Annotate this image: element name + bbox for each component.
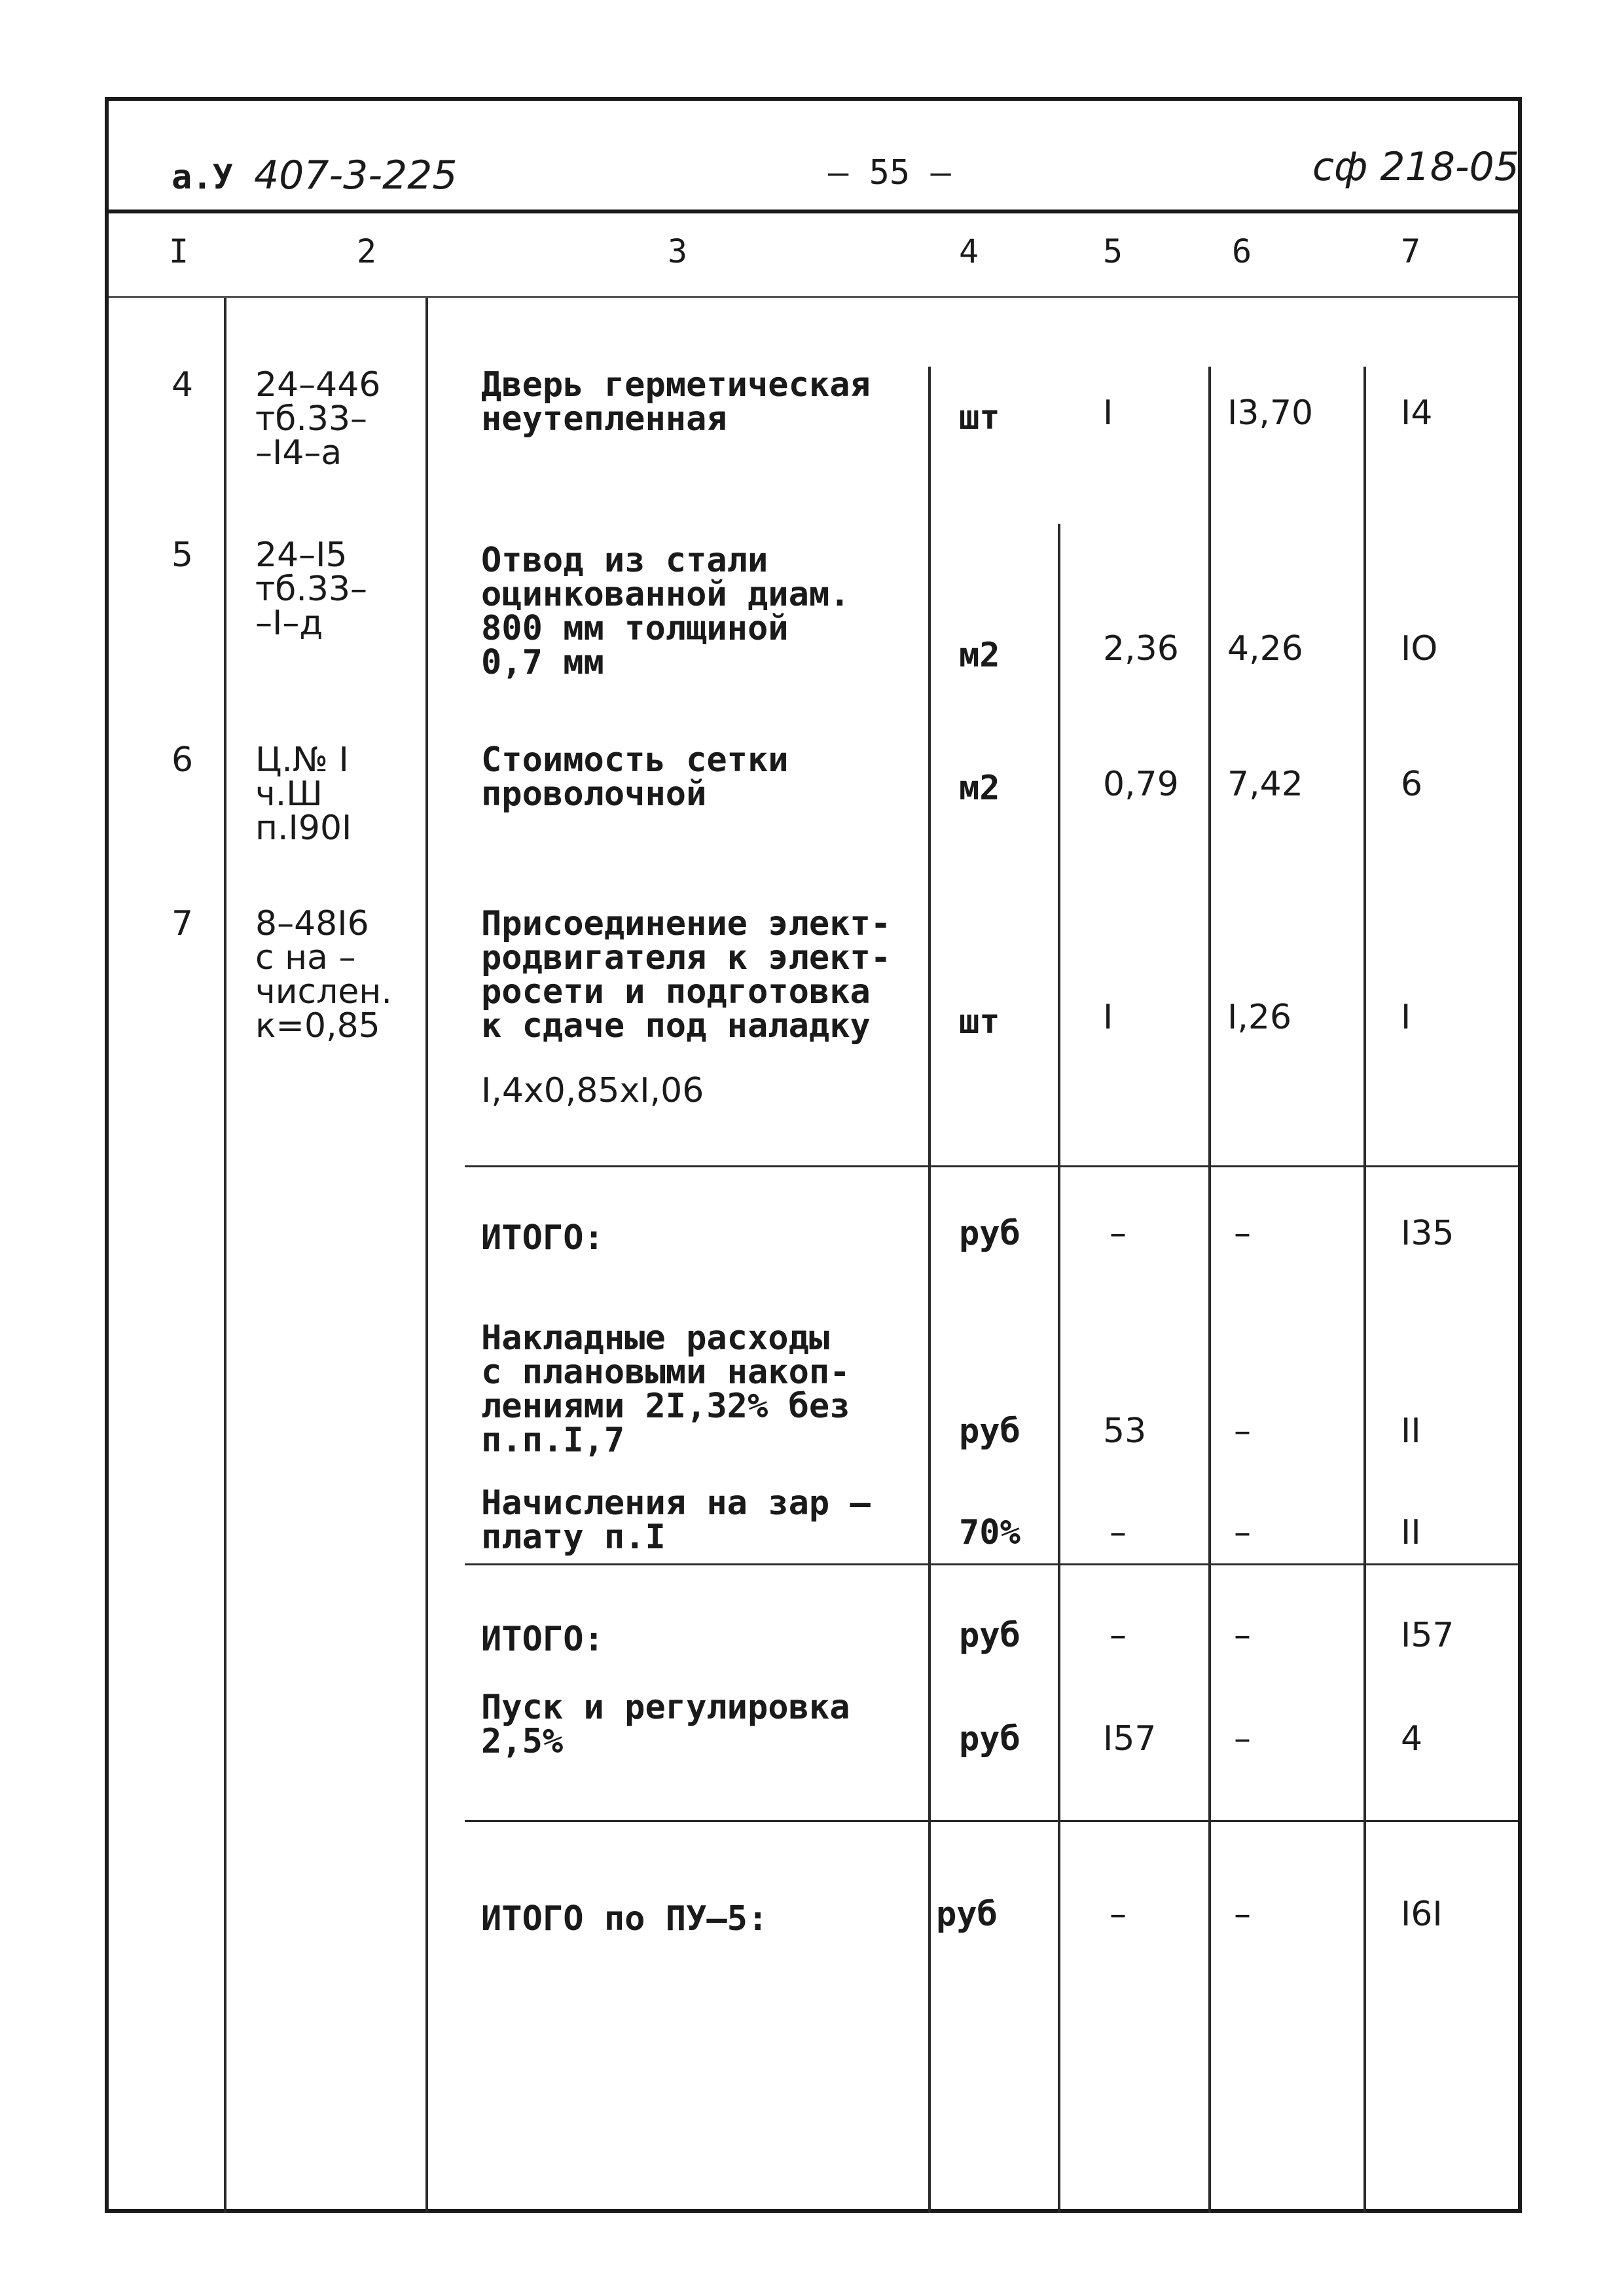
summary-quantity: –: [1110, 1513, 1127, 1552]
page-number: – 55 –: [828, 153, 951, 192]
row-price: I3,70: [1227, 393, 1314, 433]
row-description-formula: I,4x0,85xI,06: [481, 1071, 704, 1110]
column-number-6: 6: [1232, 232, 1252, 270]
summary-price: –: [1234, 1412, 1251, 1451]
row-unit: м2: [959, 636, 1000, 675]
summary-unit: 70%: [959, 1513, 1020, 1552]
summary-price: –: [1234, 1616, 1251, 1655]
summary-quantity: –: [1110, 1616, 1127, 1655]
col-divider-5: [1208, 367, 1211, 2213]
row-total: IO: [1401, 629, 1438, 668]
row-unit: м2: [959, 769, 1000, 808]
summary-unit: руб: [959, 1616, 1020, 1655]
row-description: Дверь герметическая неутепленная: [481, 365, 871, 439]
summary-label: ИТОГО по ПУ–5:: [481, 1899, 768, 1939]
col-divider-6: [1363, 367, 1366, 2213]
row-quantity: 2,36: [1103, 629, 1179, 668]
summary-unit: руб: [959, 1214, 1020, 1253]
sheet-code: сф 218-05: [1312, 144, 1519, 190]
row-total: I: [1401, 998, 1411, 1037]
summary-quantity: –: [1110, 1895, 1127, 1934]
summary-unit: руб: [959, 1412, 1020, 1451]
header-rule: [109, 210, 1518, 213]
row-unit: шт: [959, 398, 1000, 437]
section-rule-1: [465, 1165, 1518, 1167]
column-number-7: 7: [1401, 232, 1421, 270]
row-number: 4: [171, 365, 194, 405]
row-price: I,26: [1227, 998, 1292, 1037]
summary-label: Пуск и регулировка 2,5%: [481, 1688, 850, 1761]
row-number: 6: [171, 740, 194, 780]
column-number-3: 3: [668, 232, 688, 270]
summary-label: ИТОГО:: [481, 1218, 604, 1258]
row-reference: 24–I5 тб.33– –I–д: [255, 536, 368, 643]
summary-label: Начисления на зар – плату п.I: [481, 1484, 871, 1557]
summary-quantity: I57: [1103, 1719, 1157, 1758]
summary-quantity: 53: [1103, 1412, 1147, 1451]
row-unit: шт: [959, 1002, 1000, 1042]
summary-price: –: [1234, 1895, 1251, 1934]
row-quantity: I: [1103, 393, 1113, 433]
summary-total: II: [1401, 1412, 1421, 1451]
row-price: 7,42: [1227, 765, 1303, 804]
summary-unit: руб: [936, 1895, 998, 1934]
row-price: 4,26: [1227, 629, 1303, 668]
column-number-2: 2: [357, 232, 377, 270]
row-reference: 8–48I6 с на – числен. к=0,85: [255, 904, 392, 1046]
section-rule-3: [465, 1820, 1518, 1822]
column-number-rule: [109, 296, 1518, 298]
header-code-handwritten: 407-3-225: [254, 153, 458, 198]
column-number-1: I: [169, 232, 189, 270]
row-number: 7: [171, 904, 194, 943]
summary-price: –: [1234, 1513, 1251, 1552]
summary-total: II: [1401, 1513, 1421, 1552]
col-divider-2: [425, 298, 428, 2213]
row-quantity: 0,79: [1103, 765, 1179, 804]
summary-unit: руб: [959, 1719, 1020, 1758]
row-description: Стоимость сетки проволочной: [481, 740, 789, 814]
header-code-prefix: а.У: [171, 158, 233, 197]
row-reference: 24–446 тб.33– –I4–а: [255, 365, 381, 473]
col-divider-4: [1058, 524, 1060, 2213]
row-quantity: I: [1103, 998, 1113, 1037]
summary-total: I35: [1401, 1214, 1454, 1253]
row-total: 6: [1401, 765, 1423, 804]
summary-price: –: [1234, 1719, 1251, 1758]
col-divider-1: [224, 298, 226, 2213]
summary-quantity: –: [1110, 1214, 1127, 1253]
row-number: 5: [171, 536, 194, 575]
column-number-5: 5: [1103, 232, 1123, 270]
summary-price: –: [1234, 1214, 1251, 1253]
row-description: Присоединение элект- родвигателя к элект- росети и подготовка к сдаче под наладку: [481, 904, 892, 1046]
row-reference: Ц.№ I ч.Ш п.I90I: [255, 740, 352, 848]
summary-total: 4: [1401, 1719, 1423, 1758]
col-divider-3: [928, 367, 931, 2213]
summary-label: ИТОГО:: [481, 1620, 604, 1659]
summary-label: Накладные расходы с плановыми накоп- лениями 2I,32% без п.п.I,7: [481, 1319, 850, 1460]
column-number-4: 4: [959, 232, 979, 270]
section-rule-2: [465, 1563, 1518, 1565]
summary-total: I6I: [1401, 1895, 1443, 1934]
summary-total: I57: [1401, 1616, 1454, 1655]
row-total: I4: [1401, 393, 1433, 433]
row-description: Отвод из стали оцинкованной диам. 800 мм толщиной 0,7 мм: [481, 541, 850, 682]
